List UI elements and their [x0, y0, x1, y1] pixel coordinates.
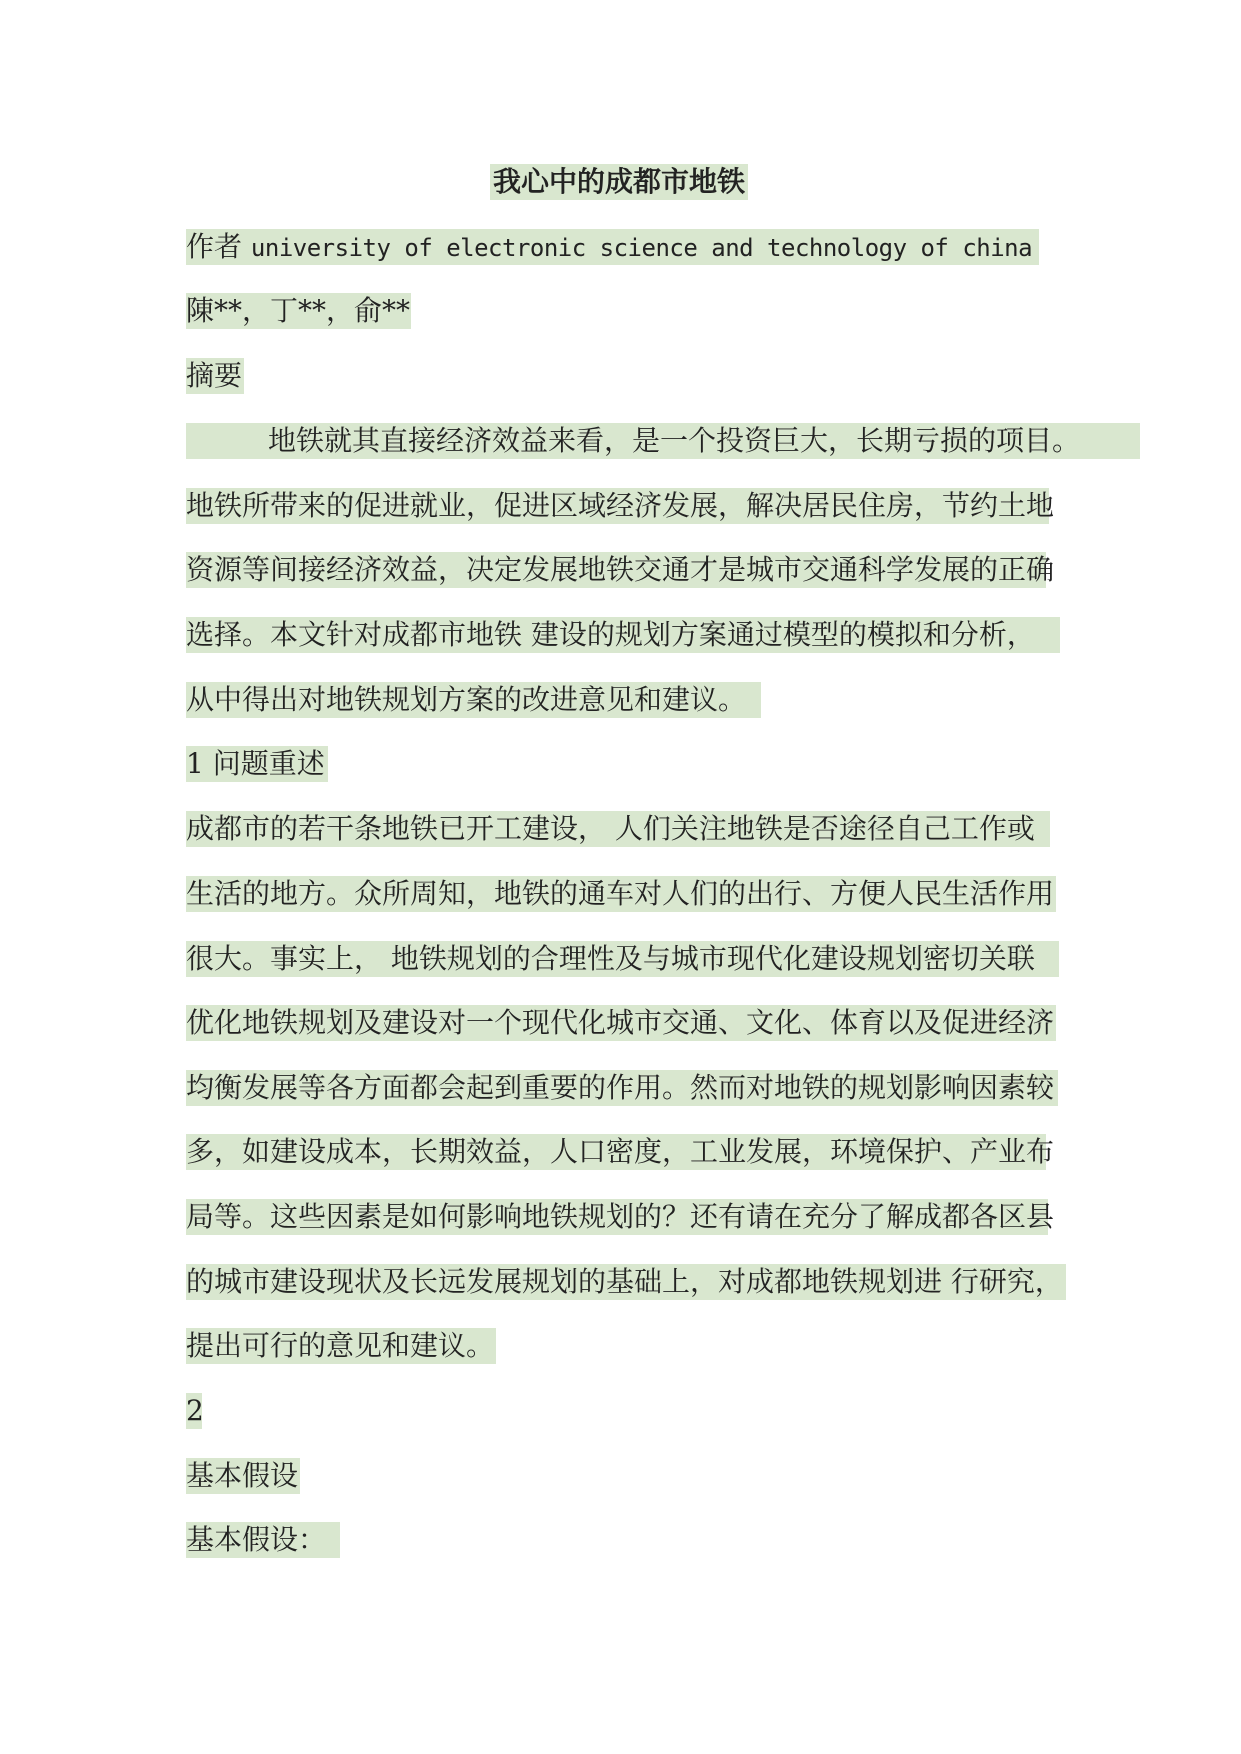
- section1-line: 多，如建设成本，长期效益，人口密度，工业发展，环境保护、产业布: [186, 1135, 1055, 1168]
- abstract-line: 从中得出对地铁规划方案的改进意见和建议。: [186, 682, 761, 718]
- section1-line: 生活的地方。众所周知，地铁的通车对人们的出行、方便人民生活作用: [186, 877, 1055, 910]
- section1-line: 提出可行的意见和建议。: [186, 1329, 495, 1362]
- abstract-line: 地铁所带来的促进就业，促进区域经济发展，解决居民住房，节约土地: [186, 489, 1055, 522]
- abstract-line: 选择。本文针对成都市地铁 建设的规划方案通过模型的模拟和分析，: [186, 617, 1060, 653]
- section1-line: 优化地铁规划及建设对一个现代化城市交通、文化、体育以及促进经济: [186, 1006, 1055, 1039]
- author-names: 陳**，丁**，俞**: [186, 294, 411, 327]
- abstract-heading: 摘要: [186, 359, 243, 392]
- section2-heading: 基本假设: [186, 1459, 299, 1492]
- section2-number: 2: [186, 1394, 204, 1427]
- section1-line: 很大。事实上， 地铁规划的合理性及与城市现代化建设规划密切关联: [186, 941, 1059, 977]
- abstract-line: 地铁就其直接经济效益来看，是一个投资巨大，长期亏损的项目。: [186, 423, 1140, 459]
- document-title: 我心中的成都市地铁: [490, 164, 748, 200]
- section1-line: 局等。这些因素是如何影响地铁规划的？还有请在充分了解成都各区县: [186, 1200, 1055, 1233]
- section1-heading: 1 问题重述: [186, 746, 328, 782]
- section1-line: 均衡发展等各方面都会起到重要的作用。然而对地铁的规划影响因素较: [186, 1070, 1058, 1106]
- section1-line: 成都市的若干条地铁已开工建设， 人们关注地铁是否途径自己工作或: [186, 811, 1050, 847]
- author-affiliation: university of electronic science and technology of china: [250, 234, 1033, 262]
- abstract-line: 资源等间接经济效益，决定发展地铁交通才是城市交通科学发展的正确: [186, 553, 1055, 586]
- author-line: [186, 229, 1039, 265]
- section2-subheading: 基本假设：: [186, 1522, 340, 1558]
- section1-line: 的城市建设现状及长远发展规划的基础上，对成都地铁规划进 行研究，: [186, 1264, 1066, 1300]
- author-prefix: 作者: [186, 230, 243, 263]
